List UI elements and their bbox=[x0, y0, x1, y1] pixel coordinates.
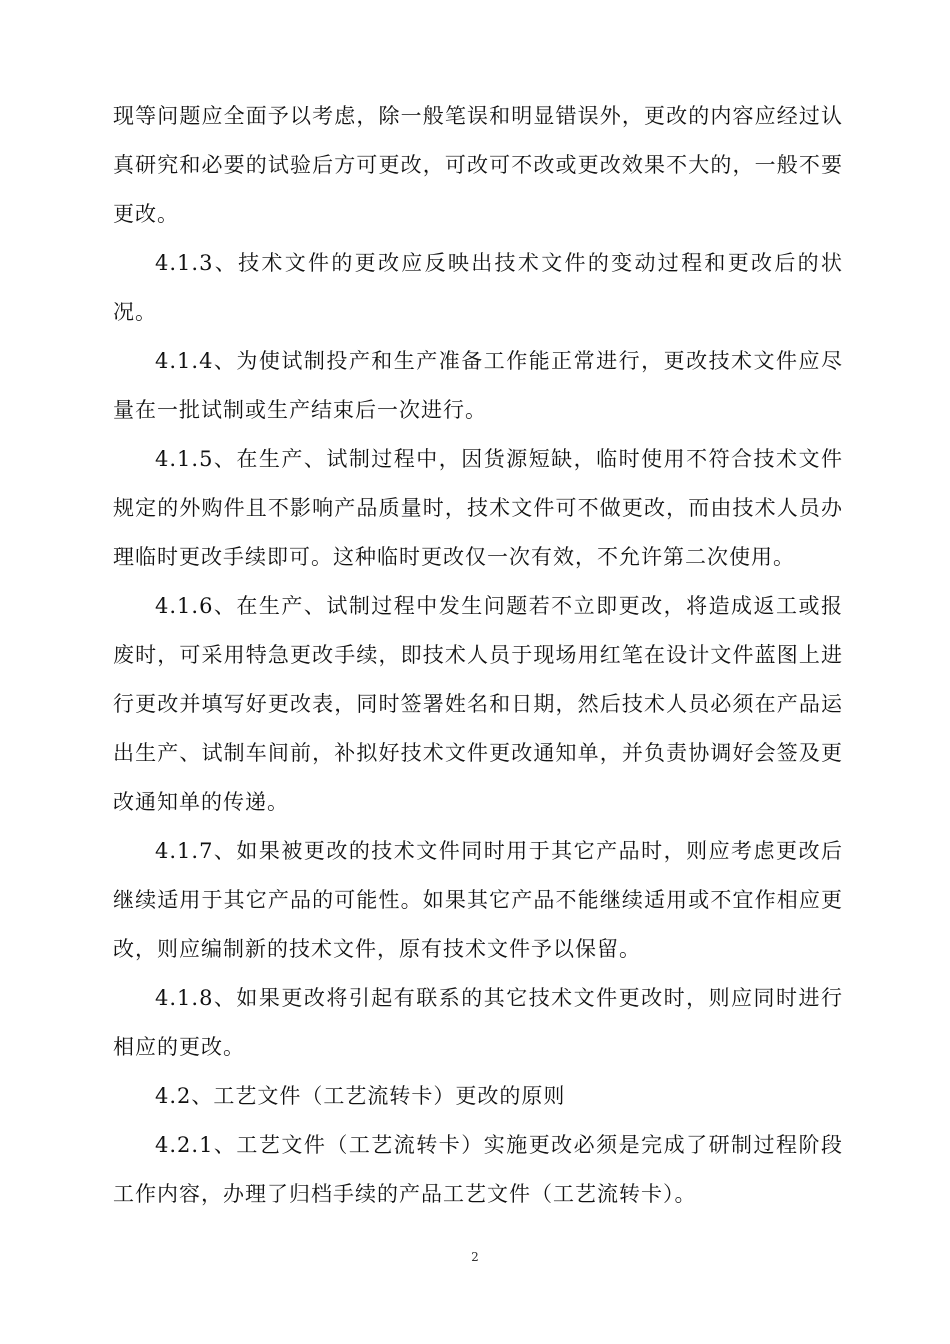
document-body bbox=[113, 92, 843, 1219]
section-heading-4-2: 4.2、工艺文件（工艺流转卡）更改的原则 bbox=[155, 1084, 566, 1108]
paragraph-4-1-4: 4.1.4、为使试制投产和生产准备工作能正常进行，更改技术文件应尽量在一批试制或生产结束后一次进行。 bbox=[113, 349, 843, 422]
paragraph-4-1-5: 4.1.5、在生产、试制过程中，因货源短缺，临时使用不符合技术文件规定的外购件且不影响产品质量时，技术文件可不做更改，而由技术人员办理临时更改手续即可。这种临时更改仅一次有效，不允许第二次使用。 bbox=[113, 447, 843, 569]
paragraph-4-2-1: 4.2.1、工艺文件（工艺流转卡）实施更改必须是完成了研制过程阶段工作内容，办理了归档手续的产品工艺文件（工艺流转卡）。 bbox=[113, 1133, 843, 1206]
page-number: 2 bbox=[471, 1250, 479, 1264]
paragraph-4-1-8: 4.1.8、如果更改将引起有联系的其它技术文件更改时，则应同时进行相应的更改。 bbox=[113, 986, 843, 1059]
paragraph-4-1-7: 4.1.7、如果被更改的技术文件同时用于其它产品时，则应考虑更改后继续适用于其它产品的可能性。如果其它产品不能继续适用或不宜作相应更改，则应编制新的技术文件，原有技术文件予以保留。 bbox=[113, 839, 843, 961]
paragraph-continuation: 现等问题应全面予以考虑，除一般笔误和明显错误外，更改的内容应经过认真研究和必要的试验后方可更改，可改可不改或更改效果不大的，一般不要更改。 bbox=[113, 104, 843, 226]
paragraph-4-1-6: 4.1.6、在生产、试制过程中发生问题若不立即更改，将造成返工或报废时，可采用特急更改手续，即技术人员于现场用红笔在设计文件蓝图上进行更改并填写好更改表，同时签署姓名和日期，然后技术人员必须在产品运出生产、试制车间前，补拟好技术文件更改通知单，并负责协调好会签及更改通知单的传递。 bbox=[113, 594, 843, 814]
paragraph-4-1-3: 4.1.3、技术文件的更改应反映出技术文件的变动过程和更改后的状况。 bbox=[113, 251, 843, 324]
